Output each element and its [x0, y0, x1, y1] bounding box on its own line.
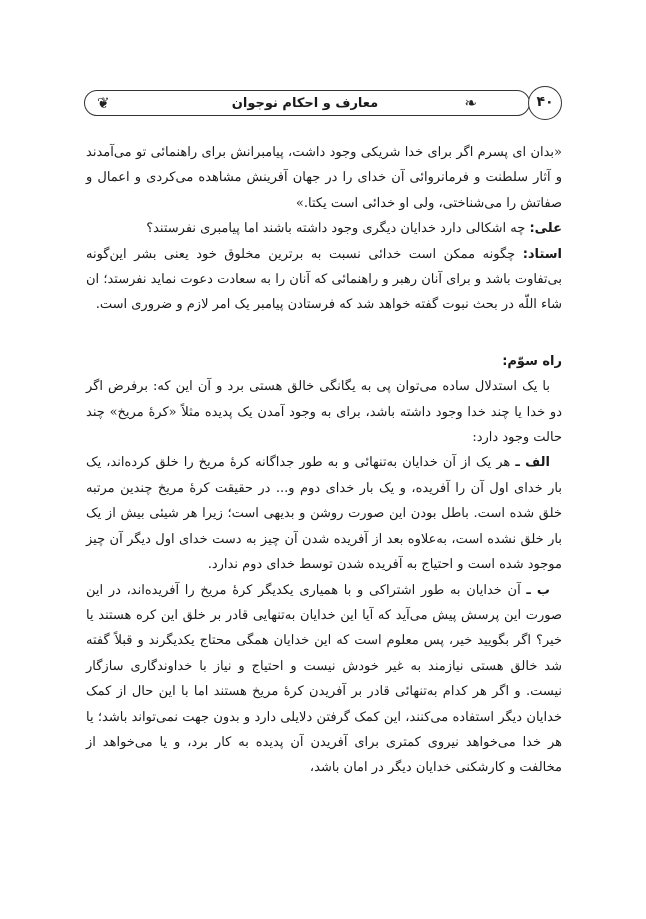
case-b-paragraph [86, 578, 562, 781]
case-a-paragraph [86, 450, 562, 577]
speaker-label: استاد: [522, 246, 562, 262]
page-header [84, 86, 562, 120]
ornament-left-icon: ❦ [97, 94, 110, 112]
header-frame [84, 90, 530, 116]
dialogue-text: چگونه ممکن است خدائی نسبت به برترین مخلوق خود یعنی بشر این‌گونه بی‌تفاوت باشد و برای آنان رهبر و راهنمائی که آنان را به سعادت دعوت نماید نفرستد؛ ان شاء اللّه در بحث نبوت گفته خواهد شد که فرستادن پیامبر یک امر لازم و ضروری است. [86, 246, 562, 313]
page-number: ۴۰ [528, 86, 562, 120]
case-text: هر یک از آن خدایان به‌تنهائی و به طور جداگانه کرهٔ مریخ را خلق کرده‌اند، یک بار خدای اول آن را آفریده، و یک بار خدای دوم و... در حقیقت کرهٔ مریخ چندین مرتبه خلق شده است. باطل بودن این صورت روشن و بدیهی است؛ زیرا هر شیئی بیش از یک بار خلق نشده است، به‌علاوه بعد از آفریده شدن آن چیز به دست خدای اول دیگر آن چیز موجود شده است و احتیاج به آفریده شدن توسط خدای دوم ندارد. [86, 455, 562, 573]
quote-paragraph: «بدان ای پسرم اگر برای خدا شریکی وجود داشت، پیامبرانش برای راهنمائی تو می‌آمدند و آثار سلطنت و فرمانروائی آن خدای را در جهان آفرینش مشاهده می‌کردی و اعمال و صفاتش را می‌شناختی، ولی او خدائی است یکتا.» [86, 145, 562, 211]
ornament-right-icon: ❧ [464, 94, 477, 112]
dialogue-text: چه اشکالی دارد خدایان دیگری وجود داشته باشند اما پیامبری نفرستند؟ [146, 221, 526, 237]
case-label: الف ـ [515, 455, 551, 471]
dialogue-ali [86, 216, 562, 241]
case-label: ب ـ [526, 582, 550, 598]
dialogue-teacher [86, 242, 562, 318]
case-text: آن خدایان به طور اشتراکی و با همیاری یکدیگر کرهٔ مریخ را آفریده‌اند، در این صورت این پرسش پیش می‌آید که آیا این خدایان به‌تنهایی قادر بر خلق این کره هستند یا خیر؟ اگر بگویید خیر، پس معلوم است که این خدایان همگی محتاج یکدیگرند و قبلاً گفته شد خالق هستی نیازمند به غیر خودش نیست و احتیاج و نیاز با خداوندگاری سازگار نیست. و اگر هر کدام به‌تنهائی قادر بر آفریدن کرهٔ مریخ هستند اما با این حال از کمک خدایان دیگر استفاده می‌کنند، این کمک گرفتن دلایلی دارد و بدون جهت نمی‌تواند باشد؛ یا هر خدا می‌خواهد نیروی کمتری برای آفریدن آن پدیده به کار برد، و یا می‌خواهد از مخالفت و کارشکنی خدایان دیگر در امان باشد، [86, 582, 562, 776]
running-title: معارف و احکام نوجوان [231, 96, 379, 111]
section-heading: راه سوّم: [502, 353, 562, 369]
argument-paragraph: با یک استدلال ساده می‌توان پی به یگانگی خالق هستی برد و آن این که: برفرض اگر دو خدا یا چند خدا وجود داشته باشد، برای به وجود آمدن یک پدیده مثلاً «کرهٔ مریخ» چند حالت وجود دارد: [86, 379, 562, 446]
page-body [86, 140, 562, 781]
speaker-label: علی: [529, 221, 562, 237]
